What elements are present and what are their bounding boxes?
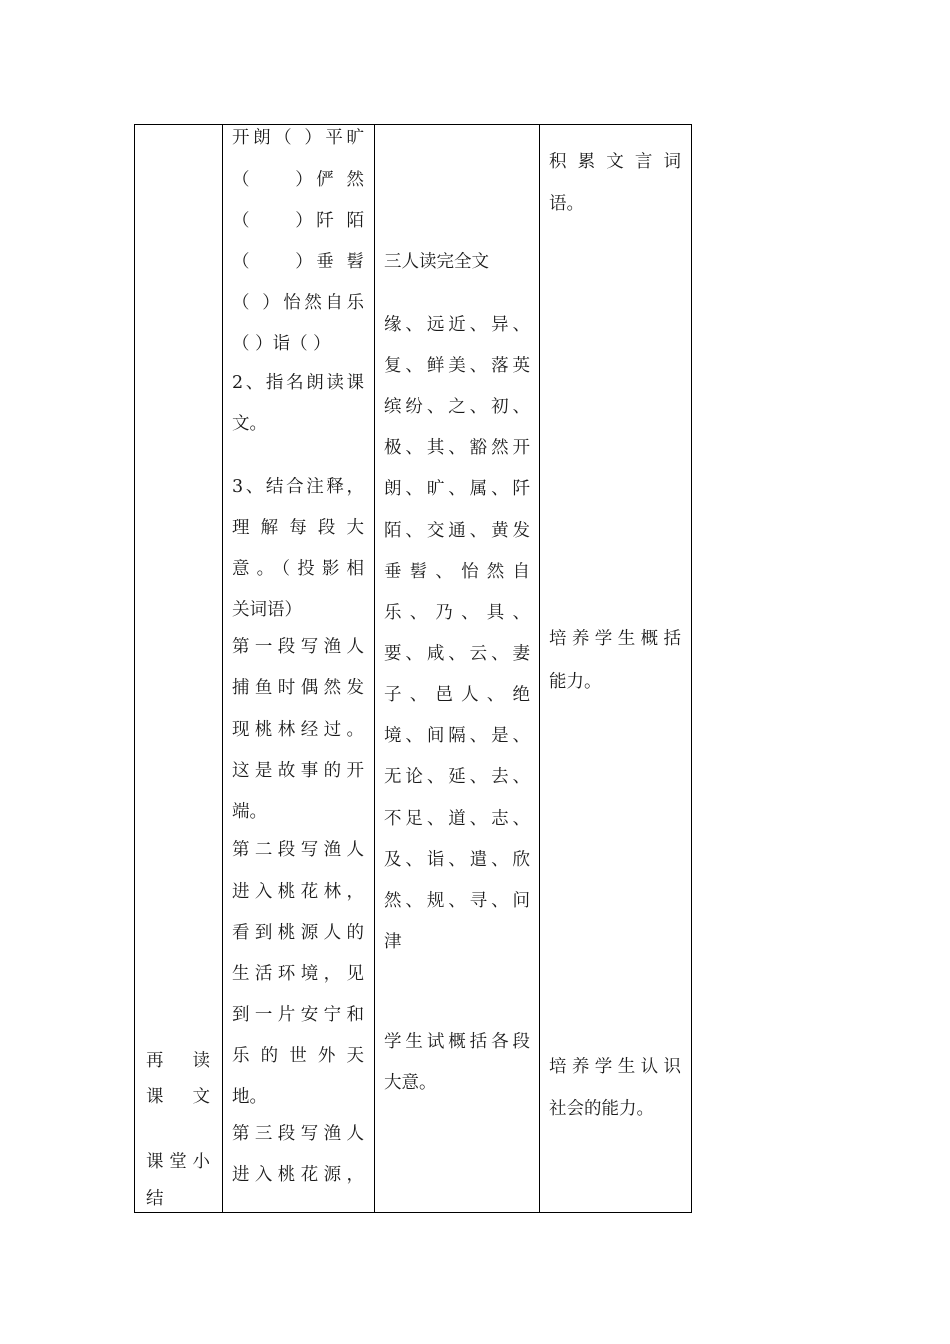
- table-row: [135, 125, 692, 1213]
- goal-line: 社会的能力。: [549, 1099, 654, 1119]
- vocab-fill-line: 开朗（ ）平旷: [232, 128, 364, 148]
- vocab-list-line: 境、间隔、是、: [384, 726, 530, 746]
- vocab-list-line: 垂髫、怡然自: [384, 562, 530, 582]
- column-design-intent: [540, 125, 692, 1213]
- vocab-list-line: 津: [384, 932, 402, 952]
- vocab-list-line: 要、咸、云、妻: [384, 644, 530, 664]
- vocab-list-line: 极、其、豁然开: [384, 438, 530, 458]
- paragraph-summary-line: 看到桃源人的: [232, 923, 364, 943]
- read-full-text: 三人读完全文: [384, 252, 489, 272]
- vocab-fill-line: （ ）怡然自乐: [232, 293, 364, 313]
- paragraph-summary-line: 第一段写渔人: [232, 637, 364, 657]
- paragraph-summary-line: 进入桃花源，: [232, 1165, 364, 1185]
- instruction-line: 意。（投影相: [232, 559, 364, 579]
- instruction-line: 2、指名朗读课: [232, 373, 364, 393]
- instruction-line: 理解每段大: [232, 518, 364, 538]
- vocab-list-line: 不足、道、志、: [384, 809, 530, 829]
- vocab-list-line: 然、规、寻、问: [384, 891, 530, 911]
- lesson-plan-table: [134, 124, 692, 1213]
- paragraph-summary-line: 现桃林经过。: [232, 720, 364, 740]
- column-stage: [135, 125, 223, 1213]
- instruction-line: 文。: [232, 414, 267, 434]
- stage-summary-line-2: 结: [146, 1189, 164, 1209]
- goal-line: 能力。: [549, 672, 602, 692]
- vocab-fill-line: （ ）俨 然: [232, 170, 364, 190]
- paragraph-summary-line: 第三段写渔人: [232, 1124, 364, 1144]
- stage-summary-line-1: 课堂小: [146, 1152, 210, 1172]
- goal-line: 培养学生概括: [549, 629, 681, 649]
- vocab-list-line: 陌、交通、黄发: [384, 521, 530, 541]
- paragraph-summary-line: 这是故事的开: [232, 761, 364, 781]
- vocab-list-line: 子、邑人、绝: [384, 685, 530, 705]
- vocab-fill-line: （ ）阡 陌: [232, 211, 364, 231]
- goal-line: 积累文言词: [549, 152, 681, 172]
- paragraph-summary-line: 到一片安宁和: [232, 1005, 364, 1025]
- vocab-fill-line: （ ）诣（ ）: [232, 334, 331, 354]
- goal-line: 培养学生认识: [549, 1057, 681, 1077]
- paragraph-summary-line: 端。: [232, 802, 267, 822]
- paragraph-summary-line: 捕鱼时偶然发: [232, 678, 364, 698]
- vocab-list-line: 缤纷、之、初、: [384, 397, 530, 417]
- instruction-line: 3、结合注释，: [232, 477, 364, 497]
- vocab-list-line: 及、诣、遣、欣: [384, 850, 530, 870]
- vocab-list-line: 复、鲜美、落英: [384, 356, 530, 376]
- paragraph-summary-line: 地。: [232, 1087, 267, 1107]
- paragraph-summary-line: 进入桃花林，: [232, 882, 364, 902]
- paragraph-summary-line: 乐的世外天: [232, 1046, 364, 1066]
- goal-line: 语。: [549, 194, 584, 214]
- vocab-fill-line: （ ）垂 髫: [232, 252, 364, 272]
- paragraph-summary-line: 第二段写渔人: [232, 840, 364, 860]
- paragraph-summary-line: 生活环境，见: [232, 964, 364, 984]
- student-summary-line: 学生试概括各段: [384, 1032, 530, 1052]
- vocab-list-line: 朗、旷、属、阡: [384, 479, 530, 499]
- column-teacher-activity: [223, 125, 375, 1213]
- instruction-line: 关词语）: [232, 600, 302, 620]
- stage-reread-line-2: 课 文: [146, 1087, 210, 1107]
- vocab-list-line: 无论、延、去、: [384, 767, 530, 787]
- stage-reread-line-1: 再 读: [146, 1051, 210, 1071]
- vocab-list-line: 乐、乃、具、: [384, 603, 530, 623]
- vocab-list-line: 缘、远近、异、: [384, 315, 530, 335]
- column-student-activity: [375, 125, 540, 1213]
- student-summary-line: 大意。: [384, 1073, 437, 1093]
